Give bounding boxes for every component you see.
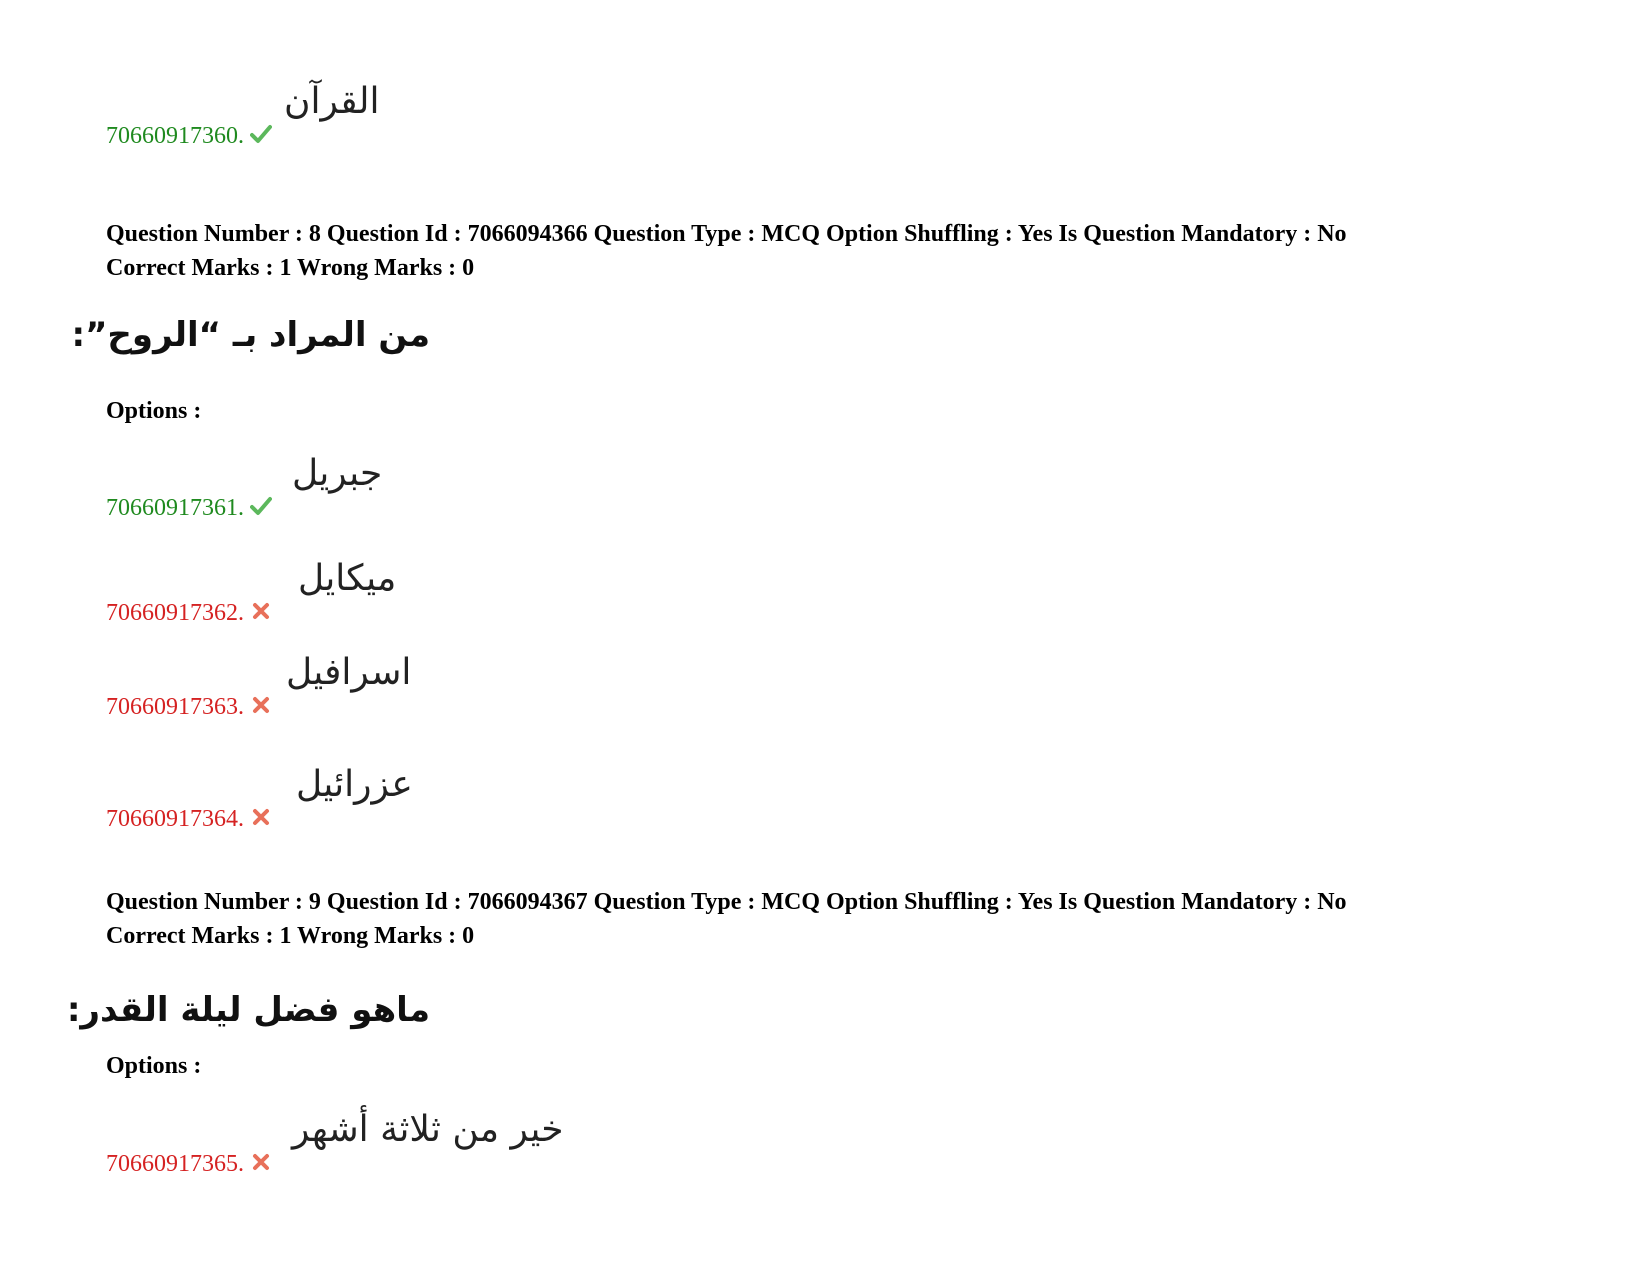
question-text: من المراد بـ “الروح”: [71, 315, 430, 355]
question-meta-line2: Correct Marks : 1 Wrong Marks : 0 [106, 255, 475, 281]
options-label: Options : [106, 1053, 202, 1079]
check-icon [250, 123, 272, 145]
cross-icon [250, 694, 272, 716]
option-row [106, 763, 806, 833]
option-row [106, 452, 806, 522]
option-number-text: 70660917360. [106, 123, 244, 149]
option-row [106, 80, 806, 150]
option-number-text: 70660917364. [106, 806, 244, 832]
option-number [106, 1150, 272, 1178]
option-row [106, 557, 806, 627]
cross-icon [250, 806, 272, 828]
cross-icon [250, 600, 272, 622]
option-number-text: 70660917363. [106, 694, 244, 720]
question-meta-line1: Question Number : 8 Question Id : 7066094366 Question Type : MCQ Option Shuffling : Yes Is Question Mandatory : No [106, 221, 1347, 247]
options-label: Options : [106, 398, 202, 424]
option-number-text: 70660917362. [106, 600, 244, 626]
option-text: خير من ثلاثة أشهر [292, 1109, 564, 1150]
option-number [106, 599, 272, 627]
option-number-text: 70660917365. [106, 1151, 244, 1177]
option-text: القرآن [284, 81, 380, 122]
option-text: عزرائيل [296, 764, 413, 805]
option-number-text: 70660917361. [106, 495, 244, 521]
check-icon [250, 495, 272, 517]
cross-icon [250, 1151, 272, 1173]
question-meta-line1: Question Number : 9 Question Id : 7066094367 Question Type : MCQ Option Shuffling : Yes Is Question Mandatory : No [106, 889, 1347, 915]
option-row [106, 1108, 806, 1178]
option-number [106, 805, 272, 833]
option-text: ميكايل [298, 558, 397, 599]
option-row [106, 651, 806, 721]
option-number [106, 693, 272, 721]
option-number [106, 122, 272, 150]
option-text: اسرافيل [286, 652, 412, 693]
question-meta-line2: Correct Marks : 1 Wrong Marks : 0 [106, 923, 475, 949]
option-number [106, 494, 272, 522]
option-text: جبريل [292, 453, 383, 494]
question-text: ماهو فضل ليلة القدر: [66, 990, 430, 1030]
